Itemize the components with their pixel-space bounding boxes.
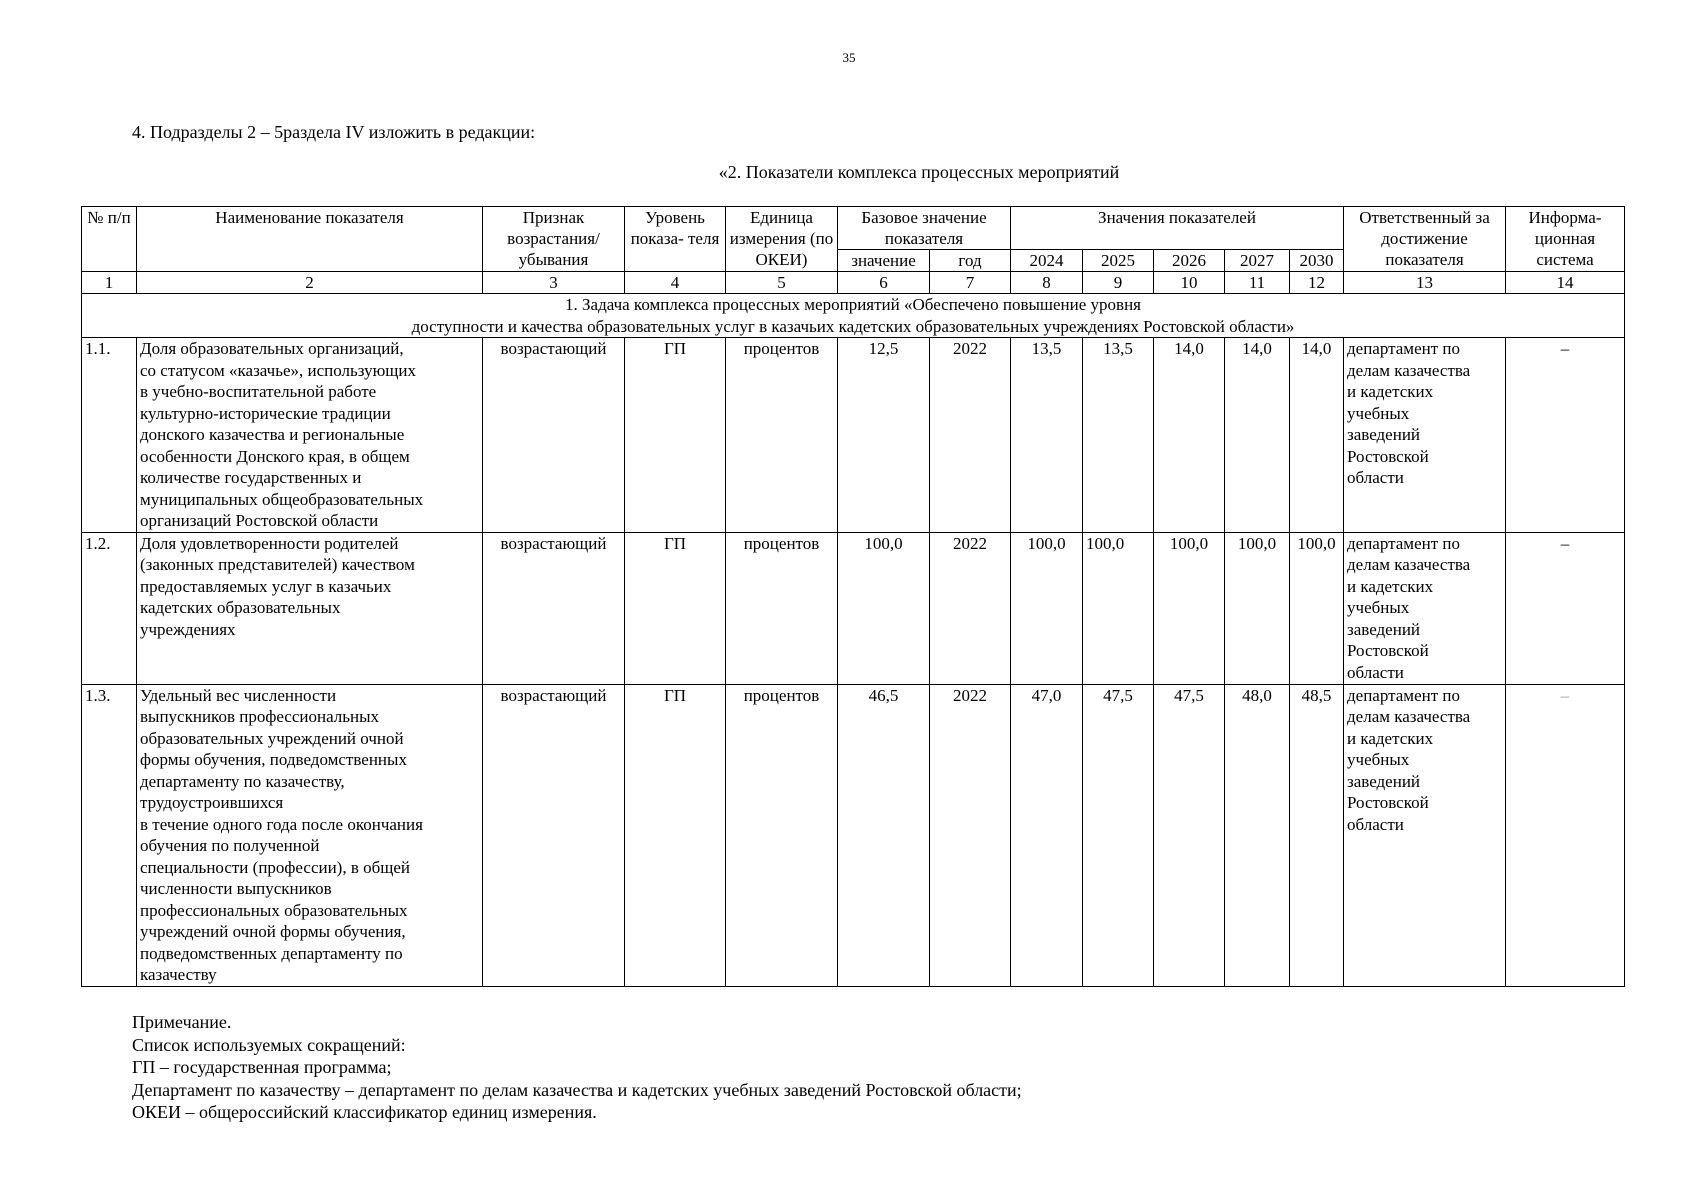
table-row	[82, 684, 1625, 986]
indicators-table	[81, 206, 1625, 987]
row-value-2030: 100,0	[1290, 532, 1344, 684]
row-value-2026: 14,0	[1154, 338, 1225, 533]
row-value-2027: 48,0	[1225, 684, 1290, 986]
row-level: ГП	[625, 532, 726, 684]
column-numbers-row	[82, 272, 1625, 294]
abbreviations-heading: Список используемых сокращений:	[132, 1034, 406, 1055]
row-base-year: 2022	[930, 532, 1011, 684]
row-num: 1.2.	[82, 532, 137, 684]
header-values: Значения показателей	[1011, 207, 1344, 250]
table-row	[82, 338, 1625, 533]
row-value-2024: 13,5	[1011, 338, 1083, 533]
task-title-line-2: доступности и качества образовательных услуг в казачьих кадетских образовательных учреждениях Ростовской области»	[411, 316, 1295, 336]
row-base-value: 12,5	[838, 338, 930, 533]
table-row	[82, 532, 1625, 684]
column-number: 13	[1344, 272, 1506, 294]
row-base-year: 2022	[930, 684, 1011, 986]
row-value-2026: 100,0	[1154, 532, 1225, 684]
header-sign: Признак возрастания/ убывания	[483, 207, 625, 272]
column-number: 12	[1290, 272, 1344, 294]
column-number: 6	[838, 272, 930, 294]
row-unit: процентов	[726, 338, 838, 533]
header-year-2030: 2030	[1290, 250, 1344, 272]
row-base-year: 2022	[930, 338, 1011, 533]
column-number: 2	[137, 272, 483, 294]
column-number: 8	[1011, 272, 1083, 294]
row-value-2027: 14,0	[1225, 338, 1290, 533]
column-number: 1	[82, 272, 137, 294]
column-number: 10	[1154, 272, 1225, 294]
row-unit: процентов	[726, 532, 838, 684]
row-responsible: департамент по делам казачества и кадетских учебных заведений Ростовской области	[1344, 684, 1506, 986]
row-value-2025: 100,0	[1083, 532, 1154, 684]
row-info-system: –	[1506, 684, 1625, 986]
header-name: Наименование показателя	[137, 207, 483, 272]
row-value-2025: 47,5	[1083, 684, 1154, 986]
column-number: 3	[483, 272, 625, 294]
row-num: 1.3.	[82, 684, 137, 986]
abbreviation-gp: ГП – государственная программа;	[132, 1057, 392, 1077]
header-year-2024: 2024	[1011, 250, 1083, 272]
abbreviation-okei: ОКЕИ – общероссийский классификатор единиц измерения.	[132, 1102, 597, 1122]
notes-heading: Примечание.	[132, 1012, 232, 1032]
row-unit: процентов	[726, 684, 838, 986]
row-info-system: –	[1506, 338, 1625, 533]
notes	[132, 1011, 1022, 1124]
header-base-value: значение	[838, 250, 930, 272]
row-value-2026: 47,5	[1154, 684, 1225, 986]
row-sign: возрастающий	[483, 338, 625, 533]
column-number: 7	[930, 272, 1011, 294]
page-number: 35	[842, 50, 856, 65]
table-title: «2. Показатели комплекса процессных мероприятий	[718, 162, 1120, 182]
row-value-2027: 100,0	[1225, 532, 1290, 684]
row-indicator-name: Удельный вес численности выпускников профессиональных образовательных учреждений очной формы обучения, подведомственных департаменту по казачеству, трудоустроившихся в течение одного года после окончания обучения по полученной специальности (профессии), в общей численности выпускников профессиональных образовательных учреждений очной формы обучения, подведомственных департаменту по казачеству	[137, 684, 483, 986]
column-number: 5	[726, 272, 838, 294]
header-year-2027: 2027	[1225, 250, 1290, 272]
column-number: 9	[1083, 272, 1154, 294]
row-indicator-name: Доля удовлетворенности родителей (законных представителей) качеством предоставляемых услуг в казачьих кадетских образовательных учреждениях	[137, 532, 483, 684]
header-num: № п/п	[82, 207, 137, 272]
row-value-2030: 48,5	[1290, 684, 1344, 986]
row-value-2025: 13,5	[1083, 338, 1154, 533]
column-number: 11	[1225, 272, 1290, 294]
row-num: 1.1.	[82, 338, 137, 533]
header-level: Уровень показа- теля	[625, 207, 726, 272]
header-base-year: год	[930, 250, 1011, 272]
row-level: ГП	[625, 338, 726, 533]
header-base: Базовое значение показателя	[838, 207, 1011, 250]
column-number: 14	[1506, 272, 1625, 294]
row-value-2024: 100,0	[1011, 532, 1083, 684]
intro-text: 4. Подразделы 2 – 5раздела IV изложить в редакции:	[132, 122, 536, 142]
header-year-2026: 2026	[1154, 250, 1225, 272]
row-info-system: –	[1506, 532, 1625, 684]
task-title	[82, 294, 1625, 338]
row-sign: возрастающий	[483, 684, 625, 986]
row-responsible: департамент по делам казачества и кадетских учебных заведений Ростовской области	[1344, 532, 1506, 684]
row-responsible: департамент по делам казачества и кадетских учебных заведений Ростовской области	[1344, 338, 1506, 533]
column-number: 4	[625, 272, 726, 294]
row-value-2024: 47,0	[1011, 684, 1083, 986]
row-base-value: 46,5	[838, 684, 930, 986]
row-indicator-name: Доля образовательных организаций, со статусом «казачье», использующих в учебно-воспитательной работе культурно-исторические традиции донского казачества и региональные особенности Донского края, в общем количестве государственных и муниципальных общеобразовательных организаций Ростовской области	[137, 338, 483, 533]
header-responsible: Ответственный за достижение показателя	[1344, 207, 1506, 272]
row-value-2030: 14,0	[1290, 338, 1344, 533]
row-level: ГП	[625, 684, 726, 986]
header-unit: Единица измерения (по ОКЕИ)	[726, 207, 838, 272]
task-title-line-1: 1. Задача комплекса процессных мероприятий «Обеспечено повышение уровня	[565, 295, 1141, 314]
abbreviation-department: Департамент по казачеству – департамент по делам казачества и кадетских учебных заведений Ростовской области;	[132, 1079, 1022, 1100]
row-sign: возрастающий	[483, 532, 625, 684]
task-row	[82, 294, 1625, 338]
header-year-2025: 2025	[1083, 250, 1154, 272]
row-base-value: 100,0	[838, 532, 930, 684]
header-info-system: Информа- ционная система	[1506, 207, 1625, 272]
